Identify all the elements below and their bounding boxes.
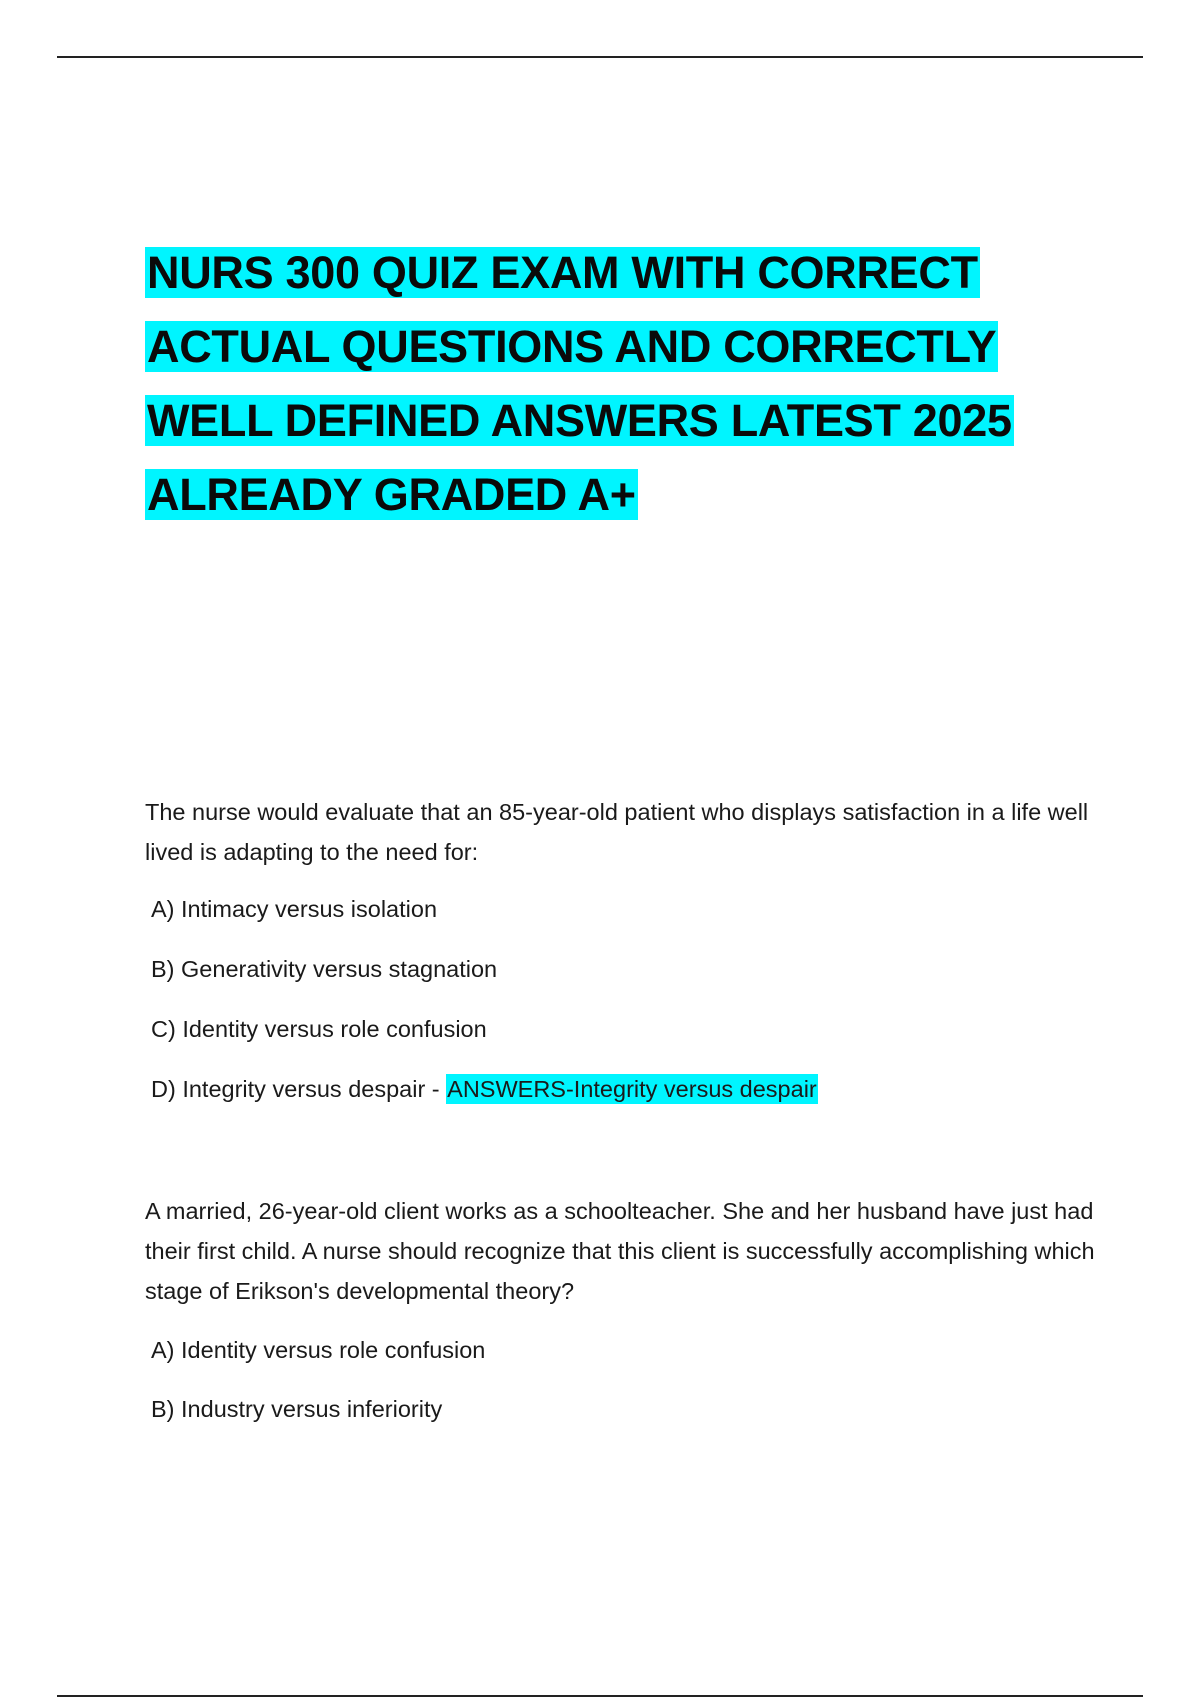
title-line	[145, 310, 1025, 384]
question-2-option-b: B) Industry versus inferiority	[151, 1396, 443, 1422]
question-2-option-a: A) Identity versus role confusion	[151, 1337, 486, 1363]
title-line-text: WELL DEFINED ANSWERS LATEST 2025	[147, 395, 1012, 446]
question-2	[145, 1191, 1105, 1311]
title-line-text: ACTUAL QUESTIONS AND CORRECTLY	[147, 321, 997, 372]
option-d-text: D) Integrity versus despair -	[151, 1076, 447, 1102]
question-1-option-c: C) Identity versus role confusion	[151, 1016, 487, 1042]
title-line	[145, 236, 1025, 310]
document-title	[145, 236, 1025, 532]
question-text: The nurse would evaluate that an 85-year-old patient who displays satisfaction in a life well lived is adapting to the need for:	[145, 799, 1089, 865]
bottom-rule	[57, 1695, 1143, 1697]
top-rule	[57, 56, 1143, 58]
question-1-option-a: A) Intimacy versus isolation	[151, 896, 438, 922]
question-text: A married, 26-year-old client works as a schoolteacher. She and her husband have just had their first child. A nurse should recognize that this client is successfully accomplishing which stage of Erikson's developmental theory?	[145, 1198, 1095, 1304]
question-1	[145, 792, 1105, 872]
question-1-option-b: B) Generativity versus stagnation	[151, 956, 498, 982]
title-line	[145, 458, 1025, 532]
question-1-option-d	[151, 1073, 818, 1105]
title-line-text: ALREADY GRADED A+	[147, 469, 636, 520]
title-line-text: NURS 300 QUIZ EXAM WITH CORRECT	[147, 247, 978, 298]
title-line	[145, 384, 1025, 458]
answer-highlight: ANSWERS-Integrity versus despair	[447, 1076, 817, 1102]
